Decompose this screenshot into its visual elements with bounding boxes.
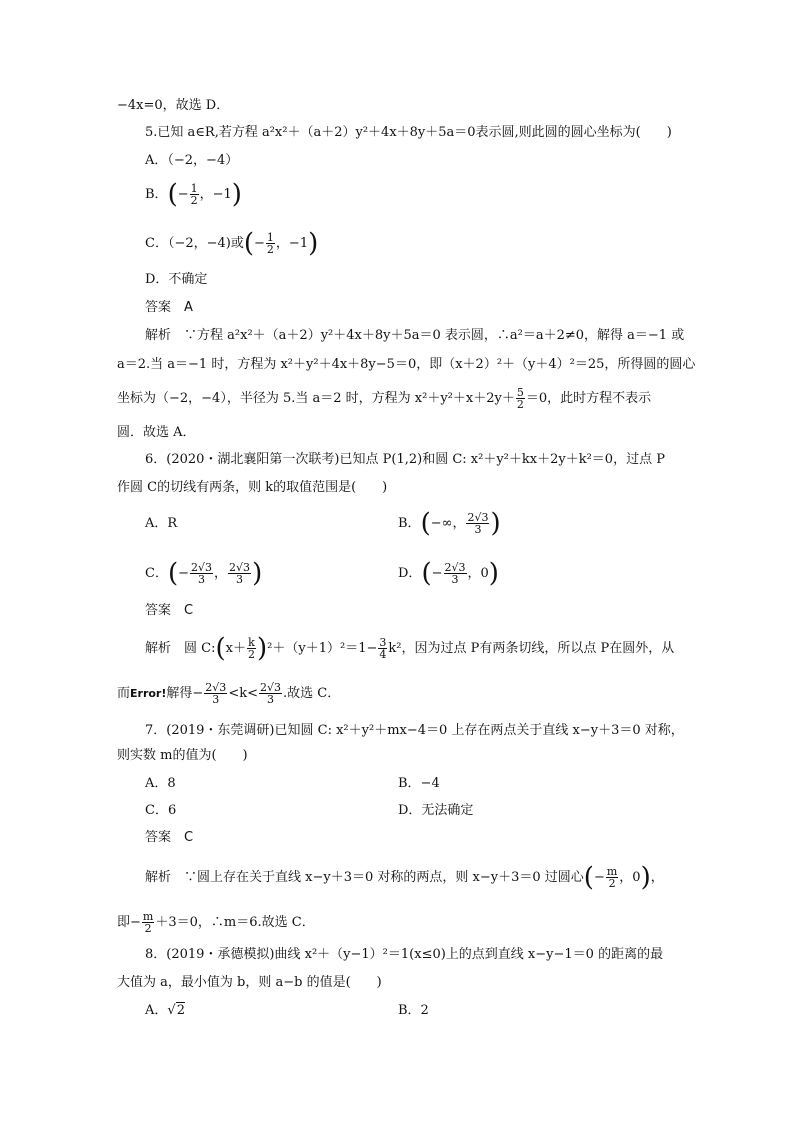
frac-1-2: $\frac{1}{2}$ bbox=[266, 231, 274, 256]
q6-solution-1: 解析 圆 C:(x＋ $\frac{k}{2}$ )²＋（y＋1）²＝1− $\frac{3}{4}$ k²，因为过点 P有两条切线，所以点 P在圆外，从 bbox=[145, 633, 675, 664]
question-7-line-1: 7．(2019・东莞调研)已知圆 C: x²＋y²＋mx−4＝0 上存在两点关于直线 x−y＋3＝0 对称， bbox=[145, 723, 684, 738]
q5-solution-3: 坐标为（−2，−4），半径为 5.当 a＝2 时，方程为 x²＋y²＋x＋2y＋ $\frac{5}{2}$ ＝0，此时方程不表示 bbox=[117, 386, 652, 411]
question-8-line-1: 8．(2019・承德模拟)曲线 x²＋（y−1）²＝1(x≤0)上的点到直线 x−y−1＝0 的距离的最 bbox=[145, 947, 664, 962]
question-6-line-2: 作圆 C的切线有两条，则 k的取值范围是( ) bbox=[117, 480, 388, 495]
q7-option-a: A．8 bbox=[145, 776, 176, 791]
neg: − bbox=[254, 236, 265, 251]
q5-option-a: A．（−2，−4） bbox=[145, 153, 239, 168]
frac-5-2: $\frac{5}{2}$ bbox=[516, 386, 524, 411]
neg: − bbox=[177, 187, 189, 202]
q5c-tail: ，−1 bbox=[275, 236, 309, 251]
q6-answer: 答案 C bbox=[145, 603, 194, 618]
q7-option-d: D．无法确定 bbox=[398, 803, 474, 818]
q5b-tail: ，−1 bbox=[199, 187, 232, 202]
q7-answer: 答案 C bbox=[145, 830, 194, 845]
q5-solution-4: 圆．故选 A． bbox=[117, 425, 196, 440]
q8-option-b: B．2 bbox=[398, 1003, 429, 1018]
q6-option-c: C．(− $\frac{2√3}{3}$ ， $\frac{2√3}{3}$ ) bbox=[145, 558, 263, 589]
frac-2root3-3: $\frac{2√3}{3}$ bbox=[205, 681, 227, 706]
line-1: −4x=0，故选 D． bbox=[117, 98, 230, 113]
frac-2root3-3: $\frac{2√3}{3}$ bbox=[259, 681, 281, 706]
q7-solution-2: 即− $\frac{m}{2}$ ＋3＝0，∴m＝6.故选 C． bbox=[117, 910, 315, 935]
paren: ( bbox=[167, 179, 178, 210]
frac-1-2: $\frac{1}{2}$ bbox=[190, 182, 198, 207]
frac-k-2: $\frac{k}{2}$ bbox=[248, 636, 255, 661]
paren: ) bbox=[308, 228, 319, 259]
q8-option-a: A．√2 bbox=[145, 1003, 185, 1018]
paren: ) bbox=[231, 179, 242, 210]
q7-option-c: C．6 bbox=[145, 803, 177, 818]
q6-option-d: D．(− $\frac{2√3}{3}$ ，0) bbox=[398, 558, 499, 589]
question-8-line-2: 大值为 a，最小值为 b，则 a−b 的值是( ) bbox=[117, 975, 382, 990]
q7-solution-1: 解析 ∵圆上存在关于直线 x−y＋3＝0 对称的两点，则 x−y＋3＝0 过圆心(− $\frac{m}{2}$ ，0)， bbox=[145, 862, 664, 893]
question-6-line-1: 6．(2020・湖北襄阳第一次联考)已知点 P(1,2)和圆 C: x²＋y²＋kx＋2y＋k²＝0，过点 P bbox=[145, 452, 665, 467]
frac-2root3-3: $\frac{2√3}{3}$ bbox=[444, 561, 466, 586]
q5-solution-2: a＝2.当 a＝−1 时，方程为 x²＋y²＋4x＋8y−5＝0，即（x＋2）²＋（y＋4）²＝25，所得圆的圆心 bbox=[117, 357, 696, 372]
q5-option-c bbox=[145, 228, 319, 259]
frac-m-2: $\frac{m}{2}$ bbox=[142, 910, 154, 935]
question-7-line-2: 则实数 m的值为( ) bbox=[117, 748, 248, 763]
q5c-label: C．（−2，−4)或 bbox=[145, 236, 244, 251]
paren: ( bbox=[243, 228, 255, 259]
q6-option-b: B．(−∞， $\frac{2√3}{3}$ ) bbox=[398, 508, 501, 539]
q5-option-d: D．不确定 bbox=[145, 272, 208, 287]
frac-2root3-3: $\frac{2√3}{3}$ bbox=[191, 561, 213, 586]
frac-2root3-3: $\frac{2√3}{3}$ bbox=[467, 511, 489, 536]
frac-3-4: $\frac{3}{4}$ bbox=[379, 636, 387, 661]
q7-option-b: B．−4 bbox=[398, 776, 440, 791]
q5-option-b bbox=[145, 179, 242, 210]
frac-m-2: $\frac{m}{2}$ bbox=[606, 865, 618, 890]
q6-solution-2: 而Error!解得− $\frac{2√3}{3}$ <k< $\frac{2√3}{3}$ .故选 C． bbox=[117, 681, 341, 706]
q5-solution-1: 解析 ∵方程 a²x²＋（a＋2）y²＋4x＋8y＋5a＝0 表示圆，∴a²＝a＋2≠0，解得 a＝−1 或 bbox=[145, 328, 685, 343]
question-5: 5.已知 a∈R,若方程 a²x²＋（a＋2）y²＋4x＋8y＋5a＝0表示圆,则此圆的圆心坐标为( ) bbox=[145, 125, 672, 140]
q5b-label: B． bbox=[145, 187, 168, 202]
q6-option-a: A．R bbox=[145, 516, 178, 531]
frac-2root3-3: $\frac{2√3}{3}$ bbox=[229, 561, 251, 586]
q5-answer: 答案 A bbox=[145, 300, 193, 315]
